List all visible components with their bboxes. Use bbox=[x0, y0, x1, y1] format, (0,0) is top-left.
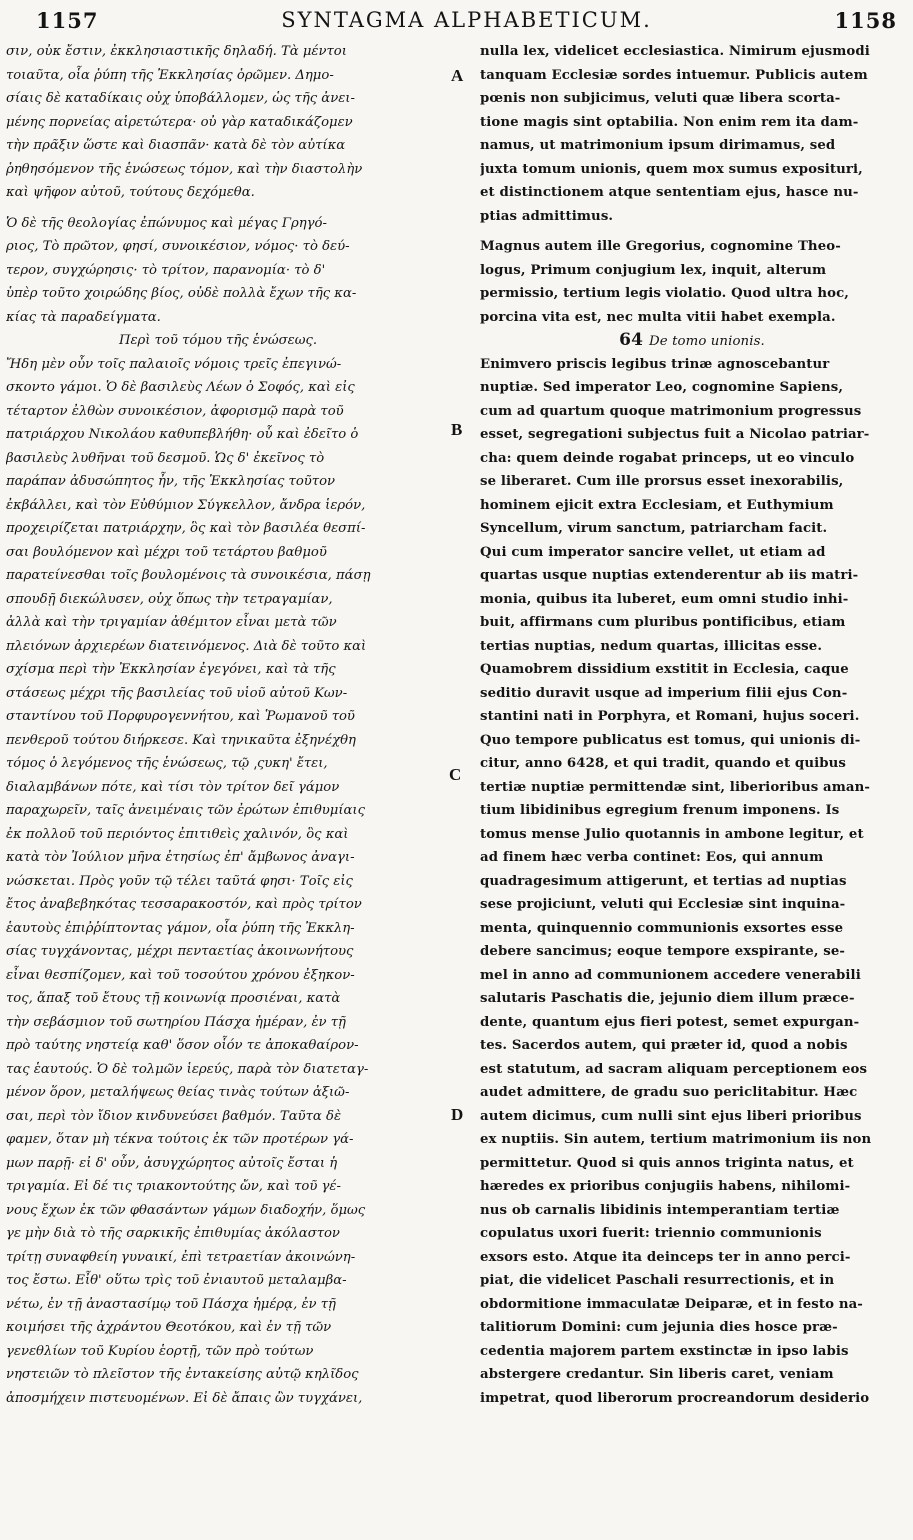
latin-section-heading: De tomo unionis. bbox=[649, 334, 765, 349]
text-line: Qui cum imperator sancire vellet, ut etiam ad bbox=[480, 544, 826, 560]
text-line: debere sancimus; eoque tempore exspirante, se- bbox=[480, 944, 846, 959]
text-line: est statutum, ad sacram aliquam perceptionem eos bbox=[480, 1061, 868, 1077]
text-line: ptias admittimus. bbox=[480, 208, 614, 224]
text-line: Quo tempore publicatus est tomus, qui unionis di- bbox=[480, 732, 861, 748]
running-header bbox=[36, 6, 897, 40]
text-line: tione magis sint optabilia. Non enim rem ita dam- bbox=[480, 114, 859, 130]
text-line: tes. Sacerdos autem, qui præter id, quod a nobis bbox=[480, 1038, 848, 1053]
text-line: nus ob carnalis libidinis intemperantiam tertiæ bbox=[480, 1202, 840, 1218]
running-title: SYNTAGMA ALPHABETICUM. bbox=[281, 8, 652, 32]
right-page-number: 1158 bbox=[834, 8, 897, 33]
text-line: Syncellum, virum sanctum, patriarcham facit. bbox=[480, 521, 828, 536]
text-line: ἔτος ἀναβεβηκότας τεσσαρακοστόν, καὶ πρὸς τρίτον bbox=[6, 897, 362, 912]
text-line: juxta tomum unionis, quem mox sumus expositurі, bbox=[480, 161, 863, 177]
text-line: ἀλλὰ καὶ τὴν τριγαμίαν ἀθέμιτον εἶναι μετὰ τῶν bbox=[6, 615, 337, 630]
text-line: σίαις δὲ καταδίκαις οὐχ ὑποβάλλομεν, ὡς τῆς ἀνει- bbox=[6, 91, 355, 106]
text-line: νους ἔχων ἐκ τῶν φθασάντων γάμων διαδοχήν, ὅμως bbox=[6, 1202, 366, 1218]
text-line: tomus mense Julio quotannis in ambone legitur, et bbox=[480, 826, 864, 842]
text-line: σαι, περὶ τὸν ἴδιον κινδυνεύσει βαθμόν. Ταῦτα δὲ bbox=[6, 1108, 342, 1124]
text-line: piat, die videlicet Paschali resurrectionis, et in bbox=[480, 1273, 835, 1288]
text-line: παρατείνεσθαι τοῖς βουλομένοις τὰ συνοικέσια, πάσῃ bbox=[6, 568, 371, 583]
margin-marker-a: A bbox=[451, 66, 464, 85]
text-line: σπουδῇ διεκώλυσεν, οὐχ ὅπως τὴν τετραγαμίαν, bbox=[6, 591, 333, 607]
text-line: nulla lex, videlicet ecclesiastica. Nimirum ejusmodi bbox=[480, 44, 870, 59]
text-line: hominem ejicit extra Ecclesiam, et Euthymium bbox=[480, 497, 834, 513]
text-line: σκοντο γάμοι. Ὁ δὲ βασιλεὺς Λέων ὁ Σοφός, καὶ εἰς bbox=[6, 380, 355, 395]
text-line: πλειόνων ἀρχιερέων διατεινόμενος. Διὰ δὲ τοῦτο καὶ bbox=[6, 638, 367, 654]
margin-marker-c: C bbox=[449, 765, 462, 784]
latin-section-heading-line bbox=[480, 329, 904, 353]
section-number: 64 bbox=[619, 330, 644, 350]
margin-marker-b: B bbox=[451, 420, 463, 439]
text-line: ἀποσμήχειν πιστευομένων. Εἰ δὲ ἄπαις ὢν τυγχάνει, bbox=[6, 1390, 363, 1406]
text-line: quartas usque nuptias extenderentur ab iis matri- bbox=[480, 568, 859, 583]
text-line: ἐκβάλλει, καὶ τὸν Εὐθύμιον Σύγκελλον, ἄνδρα ἱερόν, bbox=[6, 497, 366, 513]
text-line: βασιλεὺς λυθῆναι τοῦ δεσμοῦ. Ὡς δ' ἐκεῖνος τὸ bbox=[6, 450, 325, 466]
text-line: namus, ut matrimonium ipsum dirimamus, sed bbox=[480, 138, 836, 153]
text-line: τας ἑαυτούς. Ὁ δὲ τολμῶν ἱερεύς, παρὰ τὸν διατεταγ- bbox=[6, 1061, 369, 1077]
text-line: abstergere credantur. Sin liberis caret, veniam bbox=[480, 1367, 834, 1382]
greek-paragraph-2 bbox=[6, 212, 430, 330]
text-line: φαμεν, ὅταν μὴ τέκνα τούτοις ἐκ τῶν προτέρων γά- bbox=[6, 1132, 354, 1147]
margin-marker-d: D bbox=[451, 1105, 464, 1124]
text-line: νηστειῶν τὸ πλεῖστον τῆς ἐντακείσης αὐτῷ κηλῖδος bbox=[6, 1367, 359, 1382]
text-line: Quamobrem dissidium exstitit in Ecclesia, caque bbox=[480, 662, 849, 677]
text-line: Magnus autem ille Gregorius, cognomine Theo- bbox=[480, 239, 841, 254]
latin-paragraph-2 bbox=[480, 235, 904, 329]
latin-column bbox=[480, 40, 904, 1410]
left-page-number: 1157 bbox=[36, 8, 99, 33]
text-line: τοιαῦτα, οἷα ῥύπη τῆς Ἐκκλησίας ὁρῶμεν. Δημο- bbox=[6, 67, 334, 83]
text-line: διαλαμβάνων πότε, καὶ τίσι τὸν τρίτον δεῖ γάμον bbox=[6, 779, 340, 795]
text-line: γενεθλίων τοῦ Κυρίου ἑορτῇ, τῶν πρὸ τούτων bbox=[6, 1343, 314, 1359]
text-line: εἶναι θεσπίζομεν, καὶ τοῦ τοσούτου χρόνου ἐξηκον- bbox=[6, 967, 355, 983]
text-line: ad finem hæc verba continet: Eos, qui annum bbox=[480, 850, 824, 865]
text-line: Enimvero priscis legibus trinæ agnoscebantur bbox=[480, 356, 830, 372]
text-line: μένον ὅρον, μεταλήψεως θείας τινὰς τούτων ἀξιῶ- bbox=[6, 1085, 350, 1100]
text-line: stantini nati in Porphyra, et Romani, hujus soceri. bbox=[480, 709, 860, 724]
text-line: porcina vita est, nec multa vitii habet exempla. bbox=[480, 309, 836, 325]
text-line: σχίσμα περὶ τὴν Ἐκκλησίαν ἐγεγόνει, καὶ τὰ τῆς bbox=[6, 662, 336, 677]
text-line: tanquam Ecclesiæ sordes intuemur. Publicis autem bbox=[480, 67, 868, 83]
text-line: προχειρίζεται πατριάρχην, ὃς καὶ τὸν βασιλέα θεσπί- bbox=[6, 521, 366, 536]
text-line: πατριάρχου Νικολάου καθυπεβλήθη· οὗ καὶ ἐδεῖτο ὁ bbox=[6, 427, 359, 442]
text-line: tertiæ nuptiæ permittendæ sint, liberioribus aman- bbox=[480, 779, 871, 795]
text-line: permittetur. Quod si quis annos triginta natus, et bbox=[480, 1155, 854, 1171]
text-line: obdormitione immaculatæ Deiparæ, et in festo na- bbox=[480, 1296, 863, 1312]
text-line: talitiorum Domini: cum jejunia dies hosce præ- bbox=[480, 1320, 838, 1335]
text-line: σίας τυγχάνοντας, μέχρι πενταετίας ἀκοινωνήτους bbox=[6, 944, 354, 959]
greek-paragraph-1 bbox=[6, 40, 430, 205]
text-line: tium libidinibus egregium frenum imponens. Is bbox=[480, 803, 840, 818]
text-line: impetrat, quod liberorum procreandorum desiderio bbox=[480, 1390, 870, 1406]
text-line: se liberaret. Cum ille prorsus esset inexorabilis, bbox=[480, 474, 844, 489]
text-line: monia, quibus ita luberet, eum omni studio inhi- bbox=[480, 591, 849, 607]
text-line: autem dicimus, cum nulli sint ejus liberi prioribus bbox=[480, 1108, 862, 1124]
text-line: salutaris Paschatis die, jejunio diem illum præce- bbox=[480, 991, 855, 1006]
text-line: esset, segregationi subjectus fuit a Nicolao patriar- bbox=[480, 427, 870, 442]
text-line: permissio, tertium legis violatio. Quod ultra hoc, bbox=[480, 286, 849, 301]
text-line: exsors esto. Atque ita deinceps ter in anno perci- bbox=[480, 1249, 851, 1265]
text-line: πενθεροῦ τούτου διήρκεσε. Καὶ τηνικαῦτα ἐξηνέχθη bbox=[6, 732, 356, 748]
text-line: κοιμήσει τῆς ἀχράντου Θεοτόκου, καὶ ἐν τῇ τῶν bbox=[6, 1320, 332, 1335]
text-line: ἑαυτοὺς ἐπιῤῥίπτοντας γάμον, οἷα ῥύπη τῆς Ἐκκλη- bbox=[6, 920, 355, 936]
text-line: νώσκεται. Πρὸς γοῦν τῷ τέλει ταῦτά φησι· Τοῖς εἰς bbox=[6, 873, 353, 889]
text-line: seditio duravit usque ad imperium filii ejus Con- bbox=[480, 685, 848, 701]
text-line: Ὁ δὲ τῆς θεολογίας ἐπώνυμος καὶ μέγας Γρηγό- bbox=[6, 215, 327, 231]
text-line: τρίτῃ συναφθείη γυναικί, ἐπὶ τετραετίαν ἀκοινώνη- bbox=[6, 1249, 356, 1265]
text-line: τέταρτον ἐλθὼν συνοικέσιον, ἀφορισμῷ παρὰ τοῦ bbox=[6, 403, 344, 419]
text-line: παράπαν ἀδυσώπητος ἦν, τῆς Ἐκκλησίας τοῦτον bbox=[6, 474, 336, 489]
text-line: logus, Primum conjugium lex, inquit, alterum bbox=[480, 262, 827, 278]
text-line: τὴν σεβάσμιον τοῦ σωτηρίου Πάσχα ἡμέραν, ἐν τῇ bbox=[6, 1014, 346, 1030]
text-line: γε μὴν διὰ τὸ τῆς σαρκικῆς ἐπιθυμίας ἀκόλαστον bbox=[6, 1226, 340, 1241]
text-line: copulatus uxori fuerit: triennio communionis bbox=[480, 1226, 822, 1241]
text-line: ex nuptiis. Sin autem, tertium matrimonium iis non bbox=[480, 1132, 872, 1147]
text-line: mel in anno ad communionem accedere venerabili bbox=[480, 967, 861, 983]
greek-column bbox=[6, 40, 430, 1410]
text-line: et distinctionem atque sententiam ejus, hasce nu- bbox=[480, 185, 859, 200]
latin-paragraph-3 bbox=[480, 353, 904, 1411]
latin-paragraph-1 bbox=[480, 40, 904, 228]
text-line: Ἤδη μὲν οὖν τοῖς παλαιοῖς νόμοις τρεῖς ἐπεγινώ- bbox=[6, 356, 342, 372]
text-line: ἐκ πολλοῦ τοῦ περιόντος ἐπιτιθεὶς χαλινόν, ὃς καὶ bbox=[6, 826, 349, 842]
greek-paragraph-3 bbox=[6, 353, 430, 1411]
text-line: tertias nuptias, nedum quartas, illicitas esse. bbox=[480, 638, 823, 654]
greek-section-heading: Περὶ τοῦ τόμου τῆς ἑνώσεως. bbox=[118, 333, 318, 348]
text-line: sese projiciunt, veluti qui Ecclesiæ sint inquina- bbox=[480, 897, 846, 912]
text-line: σαι βουλόμενον καὶ μέχρι τοῦ τετάρτου βαθμοῦ bbox=[6, 544, 327, 560]
text-line: κατὰ τὸν Ἰούλιον μῆνα ἐτησίως ἐπ' ἄμβωνος ἀναγι- bbox=[6, 850, 355, 865]
text-line: πρὸ ταύτης νηστείᾳ καθ' ὅσον οἷόν τε ἀποκαθαίρον- bbox=[6, 1038, 359, 1053]
text-line: μένης πορνείας αἱρετώτερα· οὐ γὰρ καταδικάζομεν bbox=[6, 114, 353, 130]
text-line: cedentia majorem partem exstinctæ in ipso labis bbox=[480, 1343, 849, 1359]
text-line: στάσεως μέχρι τῆς βασιλείας τοῦ υἱοῦ αὐτοῦ Κων- bbox=[6, 685, 348, 701]
text-line: νέτω, ἐν τῇ ἀναστασίμῳ τοῦ Πάσχα ἡμέρᾳ, ἐν τῇ bbox=[6, 1296, 336, 1312]
text-line: quadragesimum attigerunt, et tertias ad nuptias bbox=[480, 873, 847, 889]
text-line: nuptiæ. Sed imperator Leo, cognomine Sapiens, bbox=[480, 380, 844, 395]
text-line: κίας τὰ παραδείγματα. bbox=[6, 309, 161, 325]
text-line: hæredes ex prioribus conjugiis habens, nihilomi- bbox=[480, 1179, 851, 1194]
text-line: μων παρῇ· εἰ δ' οὖν, ἀσυγχώρητος αὐτοῖς ἔσται ἡ bbox=[6, 1155, 338, 1171]
text-line: citur, anno 6428, et qui tradit, quando et quibus bbox=[480, 756, 846, 771]
text-line: τὴν πρᾶξιν ὥστε καὶ διασπᾶν· κατὰ δὲ τὸν αὐτίκα bbox=[6, 138, 346, 153]
text-line: σιν, οὐκ ἔστιν, ἐκκλησιαστικῆς δηλαδή. Τὰ μέντοι bbox=[6, 44, 347, 59]
text-line: cum ad quartum quoque matrimonium progressus bbox=[480, 403, 862, 419]
text-line: buit, affirmans cum pluribus pontificibus, etiam bbox=[480, 615, 846, 630]
text-line: σταντίνου τοῦ Πορφυρογεννήτου, καὶ Ῥωμανοῦ τοῦ bbox=[6, 709, 355, 724]
text-line: τερον, συγχώρησις· τὸ τρίτον, παρανομία· τὸ δ' bbox=[6, 262, 326, 278]
text-line: pœnis non subjicimus, veluti quæ libera scorta- bbox=[480, 91, 841, 106]
text-line: τόμος ὁ λεγόμενος τῆς ἑνώσεως, τῷ ͵ςυκη' ἔτει, bbox=[6, 756, 328, 771]
text-line: cha: quem deinde rogabat princeps, ut eo vinculo bbox=[480, 450, 855, 466]
text-line: τριγαμία. Εἰ δέ τις τριακοντούτης ὤν, καὶ τοῦ γέ- bbox=[6, 1179, 341, 1194]
text-line: audet admittere, de gradu suo periclitabitur. Hæc bbox=[480, 1085, 858, 1100]
text-line: dente, quantum ejus fieri potest, semet expurgan- bbox=[480, 1014, 860, 1030]
text-line: τος ἔστω. Εἶθ' οὕτω τρὶς τοῦ ἐνιαυτοῦ μεταλαμβα- bbox=[6, 1273, 347, 1288]
text-line: παραχωρεῖν, ταῖς ἀνειμέναις τῶν ἐρώτων ἐπιθυμίαις bbox=[6, 803, 365, 818]
text-line: καὶ ψῆφον αὐτοῦ, τούτους δεχόμεθα. bbox=[6, 185, 255, 200]
text-line: ὑπὲρ τοῦτο χοιρώδης βίος, οὐδὲ πολλὰ ἔχων τῆς κα- bbox=[6, 286, 357, 301]
text-line: ῥηθησόμενον τῆς ἑνώσεως τόμον, καὶ τὴν διαστολὴν bbox=[6, 161, 363, 177]
text-line: menta, quinquennio communionis exsortes esse bbox=[480, 920, 844, 936]
text-line: ριος, Τὸ πρῶτον, φησί, συνοικέσιον, νόμος· τὸ δεύ- bbox=[6, 239, 350, 254]
text-line: τος, ἅπαξ τοῦ ἔτους τῇ κοινωνίᾳ προσιέναι, κατὰ bbox=[6, 991, 341, 1006]
